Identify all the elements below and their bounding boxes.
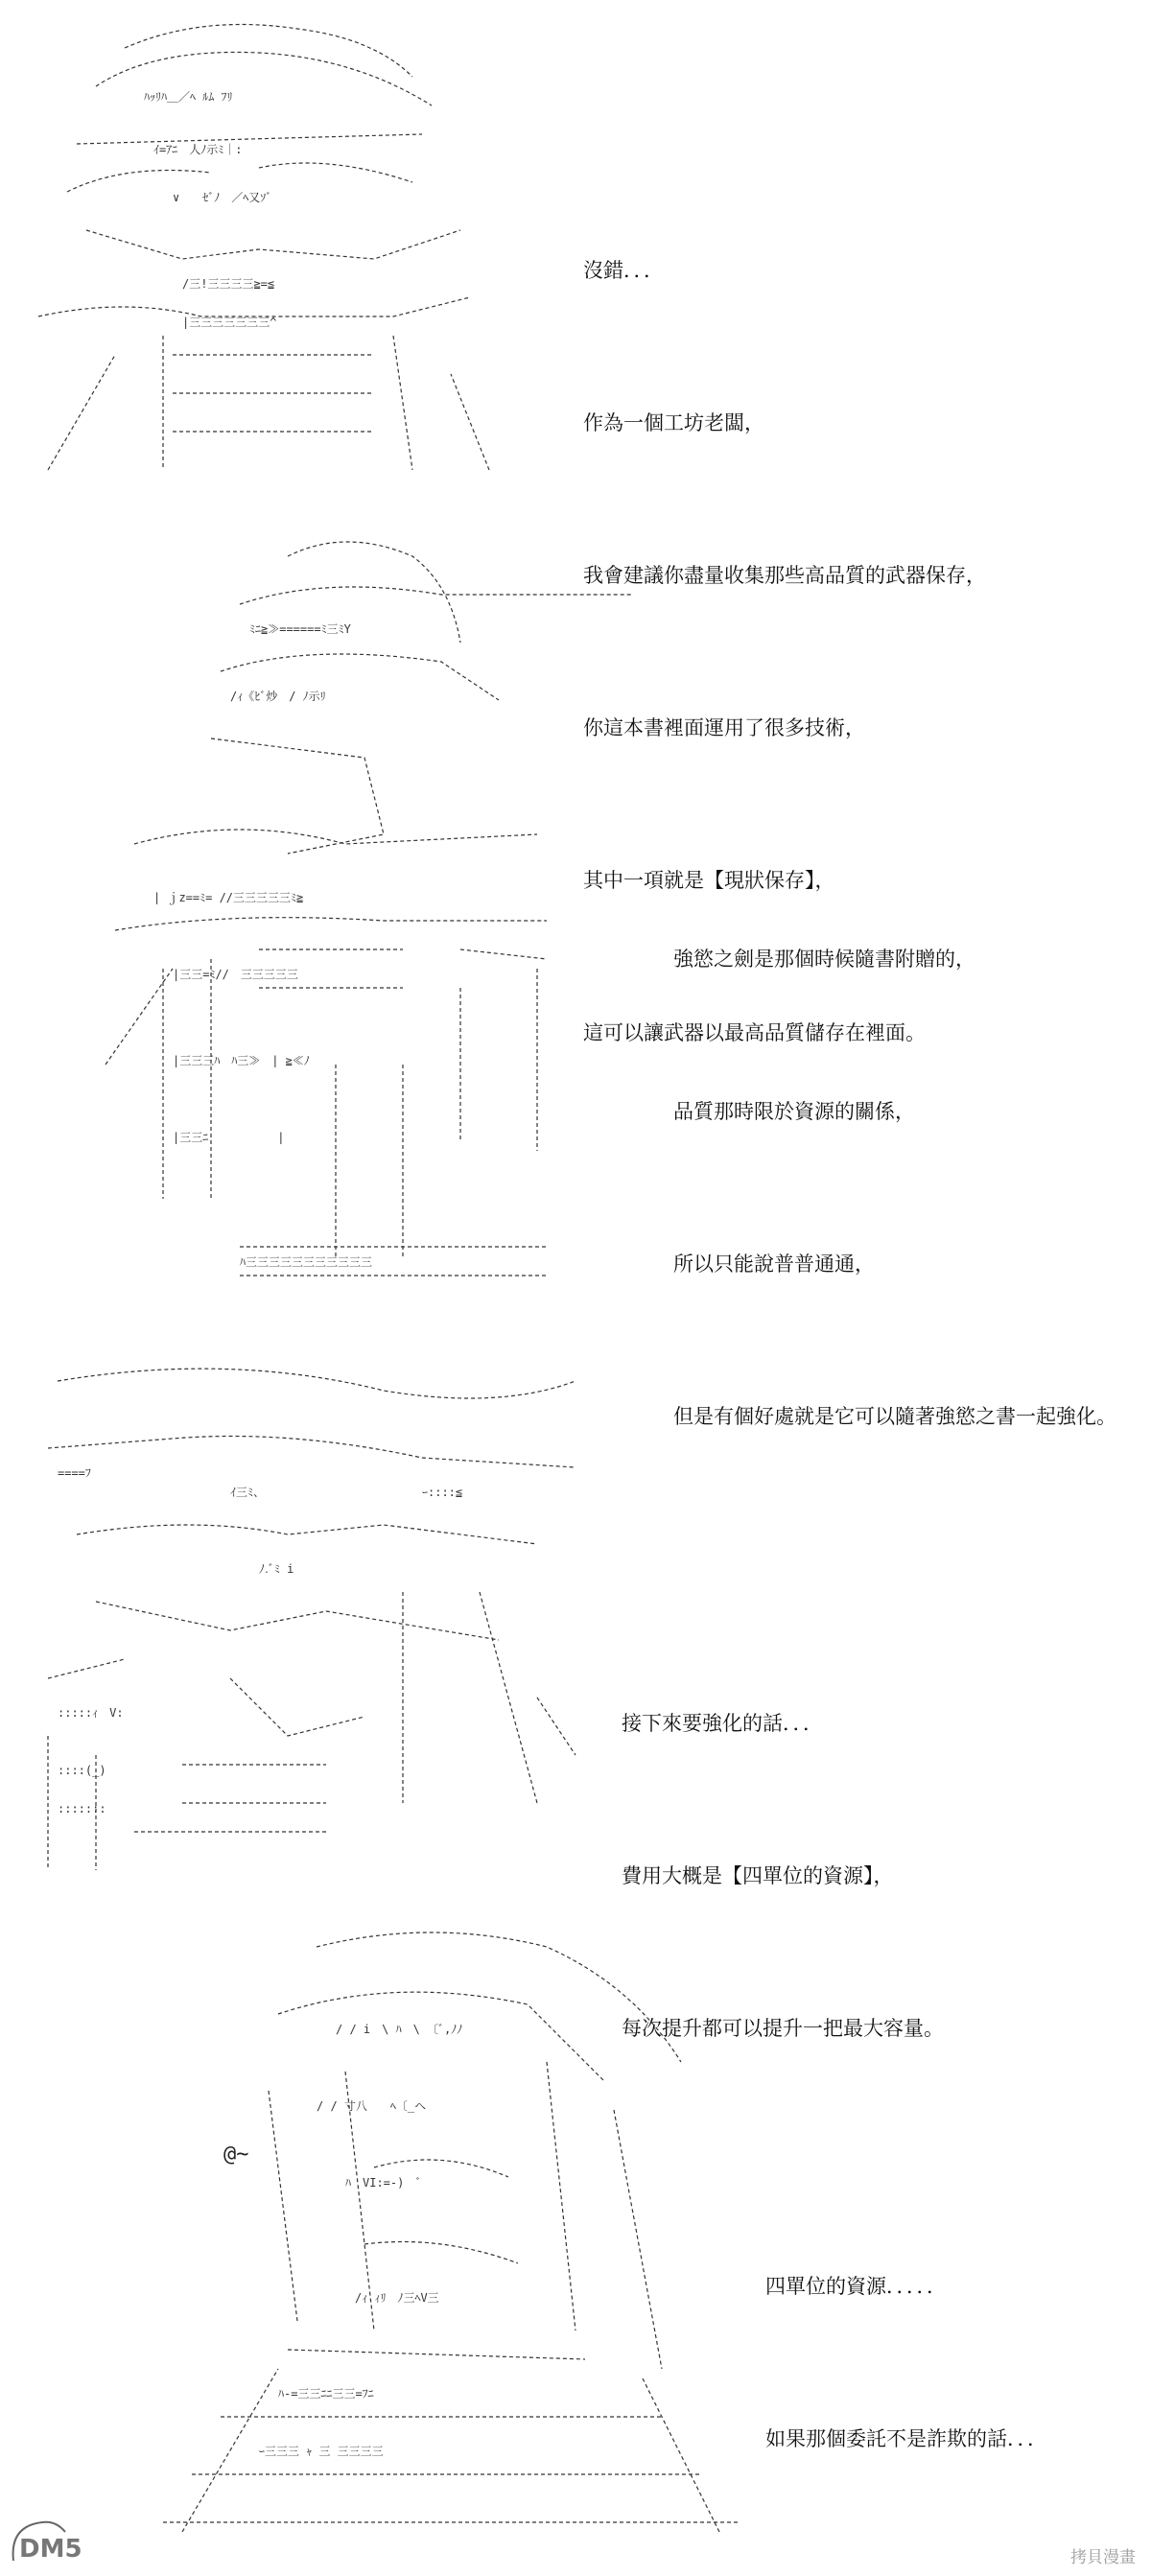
dialog-line: 這可以讓武器以最高品質儲存在裡面。 bbox=[583, 1021, 926, 1044]
svg-text:|三三三ﾊ ﾊ三≫ | ≧≪ﾉ: |三三三ﾊ ﾊ三≫ | ≧≪ﾉ bbox=[173, 1054, 310, 1067]
dialog-line: 費用大概是【四單位的資源】， bbox=[622, 1864, 894, 1887]
site-logo bbox=[8, 2513, 123, 2572]
svg-text:ｲ=ｱﾆ 人ﾉ示ﾐ｜:: ｲ=ｱﾆ 人ﾉ示ﾐ｜: bbox=[153, 143, 243, 156]
dialog-line: 其中一項就是【現狀保存】， bbox=[583, 869, 835, 892]
dialog-line: 沒錯．．． bbox=[583, 259, 664, 282]
svg-text:ﾊ三三三三三三三三三三三: ﾊ三三三三三三三三三三三 bbox=[240, 1255, 373, 1269]
logo-text: DM5 bbox=[19, 2535, 82, 2564]
at-tilde-mark: @~ bbox=[223, 2143, 249, 2166]
dialog-line: 但是有個好處就是它可以隨著強慾之書一起強化。 bbox=[673, 1405, 1116, 1428]
ascii-art-character-3 bbox=[38, 1352, 614, 1870]
dialog-line: 每次提升都可以提升一把最大容量。 bbox=[622, 2017, 944, 2040]
svg-text:/ｨ《ﾋﾞ炒 / ﾉ示ﾘ: /ｨ《ﾋﾞ炒 / ﾉ示ﾘ bbox=[230, 690, 326, 703]
svg-text:ﾊ VI:=-) ﾞ: ﾊ VI:=-) ﾞ bbox=[345, 2176, 422, 2190]
ascii-art-character-4 bbox=[125, 1918, 777, 2541]
ascii-art-character-1 bbox=[10, 10, 547, 489]
dialog-line: 所以只能說普普通通， bbox=[673, 1253, 875, 1276]
svg-text:ｲ三ﾐ、: ｲ三ﾐ、 bbox=[230, 1486, 266, 1499]
svg-text:====ﾌ: ====ﾌ bbox=[58, 1466, 91, 1480]
dialog-line: 強慾之劍是那個時候隨書附贈的， bbox=[673, 948, 975, 971]
ascii-art-character-2 bbox=[96, 527, 671, 1295]
svg-text:|三三=ﾐ// 三三三三三: |三三=ﾐ// 三三三三三 bbox=[173, 968, 298, 981]
svg-text:/ / 寸八 ﾍ〔_ヘ: / / 寸八 ﾍ〔_ヘ bbox=[317, 2099, 427, 2113]
svg-text:ﾐﾆ≧≫======ﾐ三ﾐY: ﾐﾆ≧≫======ﾐ三ﾐY bbox=[249, 622, 351, 636]
dialog-line: 作為一個工坊老闆， bbox=[583, 411, 764, 434]
svg-text:/三!三三三三≧=≦: /三!三三三三≧=≦ bbox=[182, 277, 275, 291]
svg-text:|三三ﾆ |: |三三ﾆ | bbox=[173, 1131, 285, 1144]
watermark-text: 拷貝漫畫 bbox=[1070, 2548, 1136, 2567]
svg-text:ﾊｯﾘﾊ＿／ﾍ ﾙﾑ ﾌﾘ: ﾊｯﾘﾊ＿／ﾍ ﾙﾑ ﾌﾘ bbox=[144, 90, 233, 104]
dialog-line: 品質那時限於資源的關係， bbox=[673, 1100, 915, 1123]
dialog-line: 接下來要強化的話．．． bbox=[622, 1712, 823, 1735]
panel-2 bbox=[0, 518, 1151, 1428]
svg-text:ｰ::::≦: ｰ::::≦ bbox=[422, 1486, 463, 1499]
svg-text::::::ｨ V:: :::::ｨ V: bbox=[58, 1706, 124, 1720]
svg-text:ｰ三三三 ｬ 三 三三三三: ｰ三三三 ｬ 三 三三三三 bbox=[259, 2445, 384, 2458]
svg-text:ﾊ-=三三ﾆﾆ三三=ﾌﾆ: ﾊ-=三三ﾆﾆ三三=ﾌﾆ bbox=[278, 2387, 374, 2400]
dialog-panel-4 bbox=[765, 2160, 1047, 2566]
dialog-line: 四單位的資源．．．．． bbox=[765, 2275, 947, 2298]
svg-text:| ｊz==ﾐ= //三三三三三ﾐ≧: | ｊz==ﾐ= //三三三三三ﾐ≧ bbox=[153, 891, 304, 904]
panel-4 bbox=[0, 1909, 1151, 2576]
svg-text:::::(_): ::::(_) bbox=[58, 1764, 106, 1777]
svg-text:/ｨ ｨﾘ ﾉ三ﾍV三: /ｨ ｨﾘ ﾉ三ﾍV三 bbox=[355, 2291, 439, 2305]
svg-text:∨ ｾﾞﾉ ／ﾍ又ｿﾞ: ∨ ｾﾞﾉ ／ﾍ又ｿﾞ bbox=[173, 191, 272, 204]
svg-text:|三三三三三三三^: |三三三三三三三^ bbox=[182, 316, 277, 329]
dialog-line: 如果那個委託不是詐欺的話．．． bbox=[765, 2427, 1047, 2450]
svg-text:/ / i \ ﾊ \ 〔ﾞ,ﾉﾉ: / / i \ ﾊ \ 〔ﾞ,ﾉﾉ bbox=[336, 2023, 463, 2036]
svg-text::::::::: ::::::: bbox=[58, 1802, 106, 1815]
dialog-line: 我會建議你盡量收集那些高品質的武器保存， bbox=[583, 564, 986, 587]
svg-text:ﾉ.ﾞﾐ i: ﾉ.ﾞﾐ i bbox=[259, 1562, 294, 1576]
dialog-line: 你這本書裡面運用了很多技術， bbox=[583, 716, 865, 739]
